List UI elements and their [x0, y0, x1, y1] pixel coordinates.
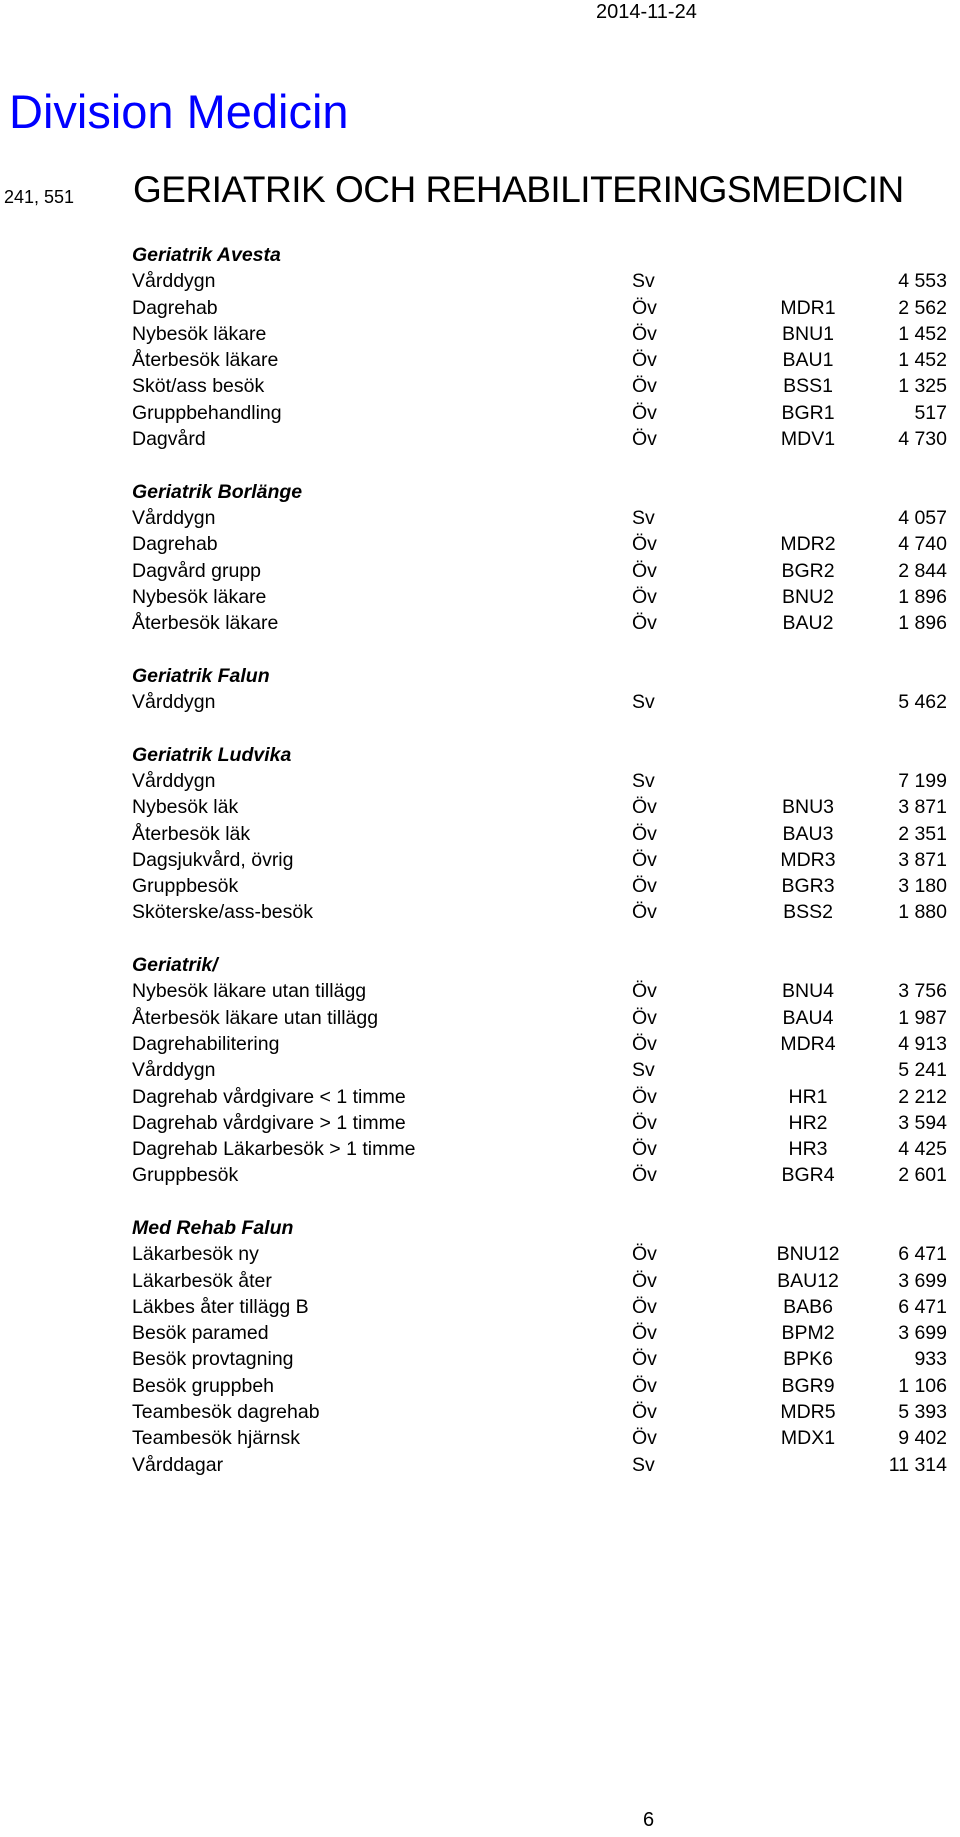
service-amount: 3 871	[898, 796, 947, 819]
service-label: Nybesök läkare	[132, 585, 267, 608]
service-amount: 2 562	[898, 296, 947, 319]
table-row	[132, 1268, 947, 1294]
service-amount: 933	[914, 1348, 947, 1371]
table-row	[132, 899, 947, 925]
service-code: BGR1	[781, 401, 835, 424]
service-code: BAU1	[782, 349, 834, 372]
service-kind: Öv	[632, 1295, 657, 1318]
table-row	[132, 1084, 947, 1110]
service-code: BAU4	[782, 1006, 834, 1029]
service-kind: Öv	[632, 1322, 657, 1345]
header-date: 2014-11-24	[596, 1, 697, 23]
service-kind: Sv	[632, 1059, 655, 1082]
service-kind: Öv	[632, 875, 657, 898]
section-geriatrik-borlange	[132, 479, 947, 637]
service-label: Läkbes åter tillägg B	[132, 1295, 309, 1318]
service-kind: Öv	[632, 1269, 657, 1292]
service-amount: 9 402	[898, 1427, 947, 1450]
service-kind: Öv	[632, 1032, 657, 1055]
service-label: Dagrehab Läkarbesök > 1 timme	[132, 1138, 416, 1161]
service-code: BSS2	[783, 901, 833, 924]
table-row	[132, 873, 947, 899]
service-amount: 1 896	[898, 585, 947, 608]
table-row	[132, 1057, 947, 1083]
section-geriatrik-avesta	[132, 242, 947, 452]
table-row	[132, 1452, 947, 1478]
service-code: BPK6	[783, 1348, 833, 1371]
service-kind: Öv	[632, 1243, 657, 1266]
table-row	[132, 1136, 947, 1162]
service-amount: 2 351	[898, 822, 947, 845]
service-code: BGR3	[781, 875, 835, 898]
table-row	[132, 1346, 947, 1372]
service-amount: 2 212	[898, 1085, 947, 1108]
service-label: Gruppbesök	[132, 1164, 239, 1187]
table-row	[132, 295, 947, 321]
service-code: MDX1	[780, 1427, 836, 1450]
service-kind: Öv	[632, 1006, 657, 1029]
table-row	[132, 1320, 947, 1346]
service-code: MDR4	[780, 1032, 836, 1055]
section-geriatrik-ludvika	[132, 742, 947, 926]
service-amount: 3 699	[898, 1269, 947, 1292]
service-kind: Öv	[632, 612, 657, 635]
service-kind: Öv	[632, 848, 657, 871]
service-label: Dagrehabilitering	[132, 1032, 280, 1055]
service-amount: 3 699	[898, 1322, 947, 1345]
service-amount: 4 553	[898, 270, 947, 293]
table-row	[132, 1110, 947, 1136]
service-amount: 7 199	[898, 769, 947, 792]
service-code: BSS1	[783, 375, 833, 398]
table-row	[132, 821, 947, 847]
service-kind: Öv	[632, 1427, 657, 1450]
section-title: Geriatrik Falun	[132, 664, 270, 687]
table-row	[132, 847, 947, 873]
service-code: BNU12	[776, 1243, 840, 1266]
service-amount: 1 880	[898, 901, 947, 924]
table-row	[132, 978, 947, 1004]
service-label: Dagvård grupp	[132, 559, 261, 582]
service-code: BPM2	[781, 1322, 835, 1345]
service-code: BAB6	[783, 1295, 833, 1318]
table-row	[132, 505, 947, 531]
service-label: Återbesök läk	[132, 822, 251, 845]
service-amount: 2 844	[898, 559, 947, 582]
service-code: MDR2	[780, 533, 836, 556]
service-label: Besök gruppbeh	[132, 1374, 275, 1397]
service-code: BAU2	[782, 612, 834, 635]
section-title: Geriatrik Borlänge	[132, 480, 303, 503]
service-code: BNU2	[781, 585, 835, 608]
service-label: Besök paramed	[132, 1322, 269, 1345]
service-amount: 4 425	[898, 1138, 947, 1161]
section-geriatrik-falun	[132, 663, 947, 716]
service-amount: 11 314	[888, 1453, 947, 1476]
service-label: Sköterske/ass-besök	[132, 901, 313, 924]
service-label: Dagsjukvård, övrig	[132, 848, 294, 871]
service-amount: 6 471	[898, 1295, 947, 1318]
section-title: Med Rehab Falun	[132, 1216, 294, 1239]
service-label: Vårddygn	[132, 691, 216, 714]
service-label: Teambesök dagrehab	[132, 1401, 320, 1424]
price-list	[132, 242, 947, 1478]
service-amount: 3 871	[898, 848, 947, 871]
service-label: Dagrehab	[132, 296, 218, 319]
table-row	[132, 373, 947, 399]
service-kind: Öv	[632, 1138, 657, 1161]
service-amount: 3 756	[898, 980, 947, 1003]
service-label: Vårddygn	[132, 506, 216, 529]
service-amount: 4 740	[898, 533, 947, 556]
service-label: Vårddagar	[132, 1453, 224, 1476]
table-row	[132, 610, 947, 636]
service-code: MDR5	[780, 1401, 836, 1424]
table-row	[132, 1005, 947, 1031]
service-amount: 1 987	[898, 1006, 947, 1029]
service-label: Gruppbehandling	[132, 401, 282, 424]
service-kind: Öv	[632, 822, 657, 845]
table-row	[132, 400, 947, 426]
service-amount: 4 057	[898, 506, 947, 529]
service-kind: Sv	[632, 691, 655, 714]
service-kind: Öv	[632, 428, 657, 451]
service-label: Läkarbesök åter	[132, 1269, 272, 1292]
service-label: Återbesök läkare	[132, 349, 279, 372]
service-kind: Öv	[632, 901, 657, 924]
service-code: BGR4	[781, 1164, 835, 1187]
service-code: MDV1	[780, 428, 836, 451]
service-label: Teambesök hjärnsk	[132, 1427, 300, 1450]
service-kind: Öv	[632, 375, 657, 398]
service-code: BAU12	[777, 1269, 839, 1292]
service-kind: Öv	[632, 296, 657, 319]
service-label: Dagrehab vårdgivare > 1 timme	[132, 1111, 406, 1134]
service-label: Dagrehab vårdgivare < 1 timme	[132, 1085, 406, 1108]
service-label: Nybesök läkare	[132, 322, 267, 345]
table-row	[132, 321, 947, 347]
table-row	[132, 768, 947, 794]
service-code: BGR9	[781, 1374, 835, 1397]
service-kind: Öv	[632, 980, 657, 1003]
service-kind: Öv	[632, 349, 657, 372]
service-amount: 1 452	[898, 322, 947, 345]
service-label: Återbesök läkare	[132, 612, 279, 635]
table-row	[132, 1031, 947, 1057]
service-amount: 1 896	[898, 612, 947, 635]
service-kind: Sv	[632, 506, 655, 529]
section-med-rehab-falun	[132, 1215, 947, 1478]
service-code: BNU3	[781, 796, 835, 819]
section-geriatrik-other	[132, 952, 947, 1189]
service-label: Vårddygn	[132, 769, 216, 792]
service-code: BNU1	[781, 322, 835, 345]
table-row	[132, 1425, 947, 1451]
service-kind: Öv	[632, 1401, 657, 1424]
service-label: Besök provtagning	[132, 1348, 294, 1371]
service-amount: 1 106	[898, 1374, 947, 1397]
table-row	[132, 426, 947, 452]
section-title: Geriatrik Avesta	[132, 244, 281, 266]
service-amount: 5 462	[898, 691, 947, 714]
service-label: Gruppbesök	[132, 875, 239, 898]
table-row	[132, 1294, 947, 1320]
service-code: BNU4	[781, 980, 835, 1003]
service-label: Dagrehab	[132, 533, 218, 556]
service-kind: Sv	[632, 1453, 655, 1476]
service-kind: Sv	[632, 270, 655, 293]
section-title: Geriatrik/	[132, 954, 218, 977]
service-kind: Öv	[632, 401, 657, 424]
service-amount: 1 325	[898, 375, 947, 398]
service-label: Nybesök läk	[132, 796, 239, 819]
service-amount: 4 913	[898, 1032, 947, 1055]
table-row	[132, 268, 947, 294]
service-amount: 3 594	[898, 1111, 947, 1134]
section-title: Geriatrik Ludvika	[132, 743, 292, 766]
service-kind: Öv	[632, 322, 657, 345]
table-row	[132, 347, 947, 373]
service-amount: 3 180	[898, 875, 947, 898]
table-row	[132, 1241, 947, 1267]
table-row	[132, 794, 947, 820]
table-row	[132, 689, 947, 715]
service-kind: Öv	[632, 559, 657, 582]
service-amount: 5 393	[898, 1401, 947, 1424]
service-kind: Öv	[632, 796, 657, 819]
service-code: HR2	[788, 1111, 828, 1134]
table-row	[132, 558, 947, 584]
service-label: Återbesök läkare utan tillägg	[132, 1006, 379, 1029]
service-code: MDR1	[780, 296, 836, 319]
service-label: Sköt/ass besök	[132, 375, 265, 398]
service-code: BAU3	[782, 822, 834, 845]
table-row	[132, 531, 947, 557]
service-kind: Öv	[632, 1374, 657, 1397]
table-row	[132, 1373, 947, 1399]
page-number: 6	[643, 1809, 655, 1831]
service-code: HR3	[788, 1138, 828, 1161]
service-kind: Öv	[632, 1164, 657, 1187]
service-amount: 517	[914, 401, 947, 424]
table-row	[132, 1399, 947, 1425]
service-label: Vårddygn	[132, 270, 216, 293]
service-kind: Öv	[632, 1348, 657, 1371]
division-codes: 241, 551	[4, 187, 75, 207]
service-kind: Öv	[632, 533, 657, 556]
service-amount: 2 601	[898, 1164, 947, 1187]
service-amount: 1 452	[898, 349, 947, 372]
service-amount: 5 241	[898, 1059, 947, 1082]
table-row	[132, 584, 947, 610]
service-kind: Öv	[632, 1085, 657, 1108]
service-label: Nybesök läkare utan tillägg	[132, 980, 367, 1003]
service-label: Läkarbesök ny	[132, 1243, 259, 1266]
service-code: BGR2	[781, 559, 835, 582]
service-code: MDR3	[780, 848, 836, 871]
service-amount: 4 730	[898, 428, 947, 451]
table-row	[132, 1162, 947, 1188]
service-amount: 6 471	[898, 1243, 947, 1266]
service-label: Vårddygn	[132, 1059, 216, 1082]
service-code: HR1	[788, 1085, 828, 1108]
division-title: Division Medicin	[9, 85, 349, 138]
service-kind: Öv	[632, 1111, 657, 1134]
service-kind: Öv	[632, 585, 657, 608]
page-title: GERIATRIK OCH REHABILITERINGSMEDICIN	[133, 169, 904, 210]
service-kind: Sv	[632, 769, 655, 792]
service-label: Dagvård	[132, 428, 206, 451]
